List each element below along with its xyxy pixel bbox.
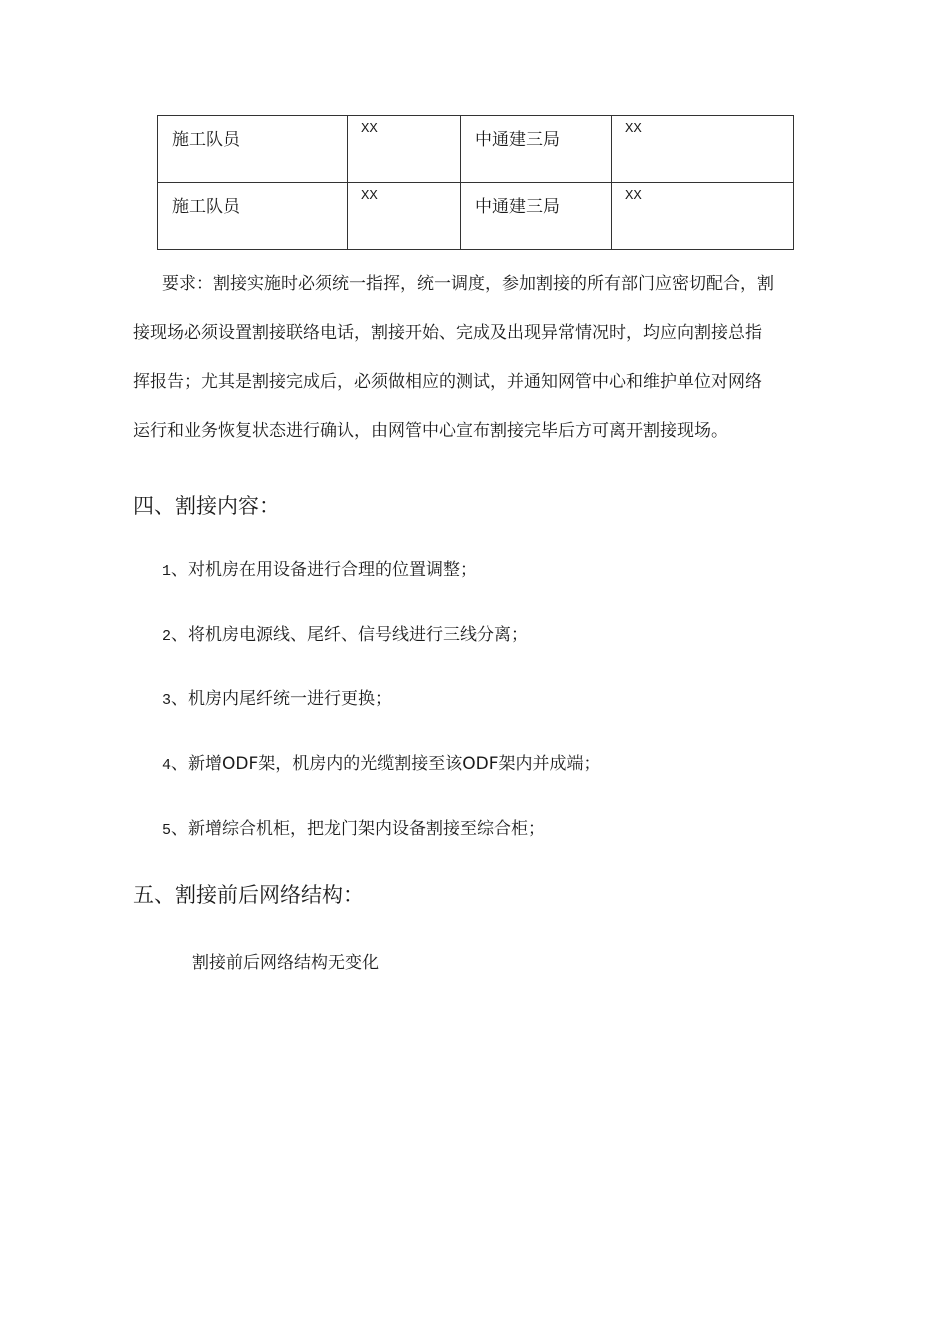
contact-cell: XX (612, 183, 794, 250)
list-item: 1、对机房在用设备进行合理的位置调整； (162, 560, 478, 580)
org-cell: 中通建三局 (461, 116, 612, 183)
section4-heading: 四、割接内容： (133, 494, 280, 518)
list-item: 4、新增ODF架，机房内的光缆割接至该ODF架内并成端； (162, 754, 601, 774)
list-item: 5、新增综合机柜，把龙门架内设备割接至综合柜； (162, 819, 546, 839)
staff-table (157, 115, 794, 250)
section5-note: 割接前后网络结构无变化 (192, 953, 379, 973)
org-cell: 中通建三局 (461, 183, 612, 250)
name-cell: XX (348, 116, 461, 183)
role-cell: 施工队员 (158, 183, 348, 250)
section5-heading: 五、割接前后网络结构： (133, 883, 364, 907)
list-item: 3、机房内尾纤统一进行更换； (162, 689, 393, 709)
contact-cell: XX (612, 116, 794, 183)
table-row (158, 116, 794, 183)
name-cell: XX (348, 183, 461, 250)
requirement-line: 挥报告；尤其是割接完成后，必须做相应的测试，并通知网管中心和维护单位对网络 (133, 372, 762, 392)
requirement-line: 运行和业务恢复状态进行确认，由网管中心宣布割接完毕后方可离开割接现场。 (133, 421, 728, 441)
requirement-paragraph (133, 260, 823, 456)
role-cell: 施工队员 (158, 116, 348, 183)
table-row (158, 183, 794, 250)
requirement-line: 接现场必须设置割接联络电话，割接开始、完成及出现异常情况时，均应向割接总指 (133, 323, 762, 343)
list-item: 2、将机房电源线、尾纤、信号线进行三线分离； (162, 625, 529, 645)
requirement-line: 要求：割接实施时必须统一指挥，统一调度，参加割接的所有部门应密切配合，割 (162, 274, 774, 294)
